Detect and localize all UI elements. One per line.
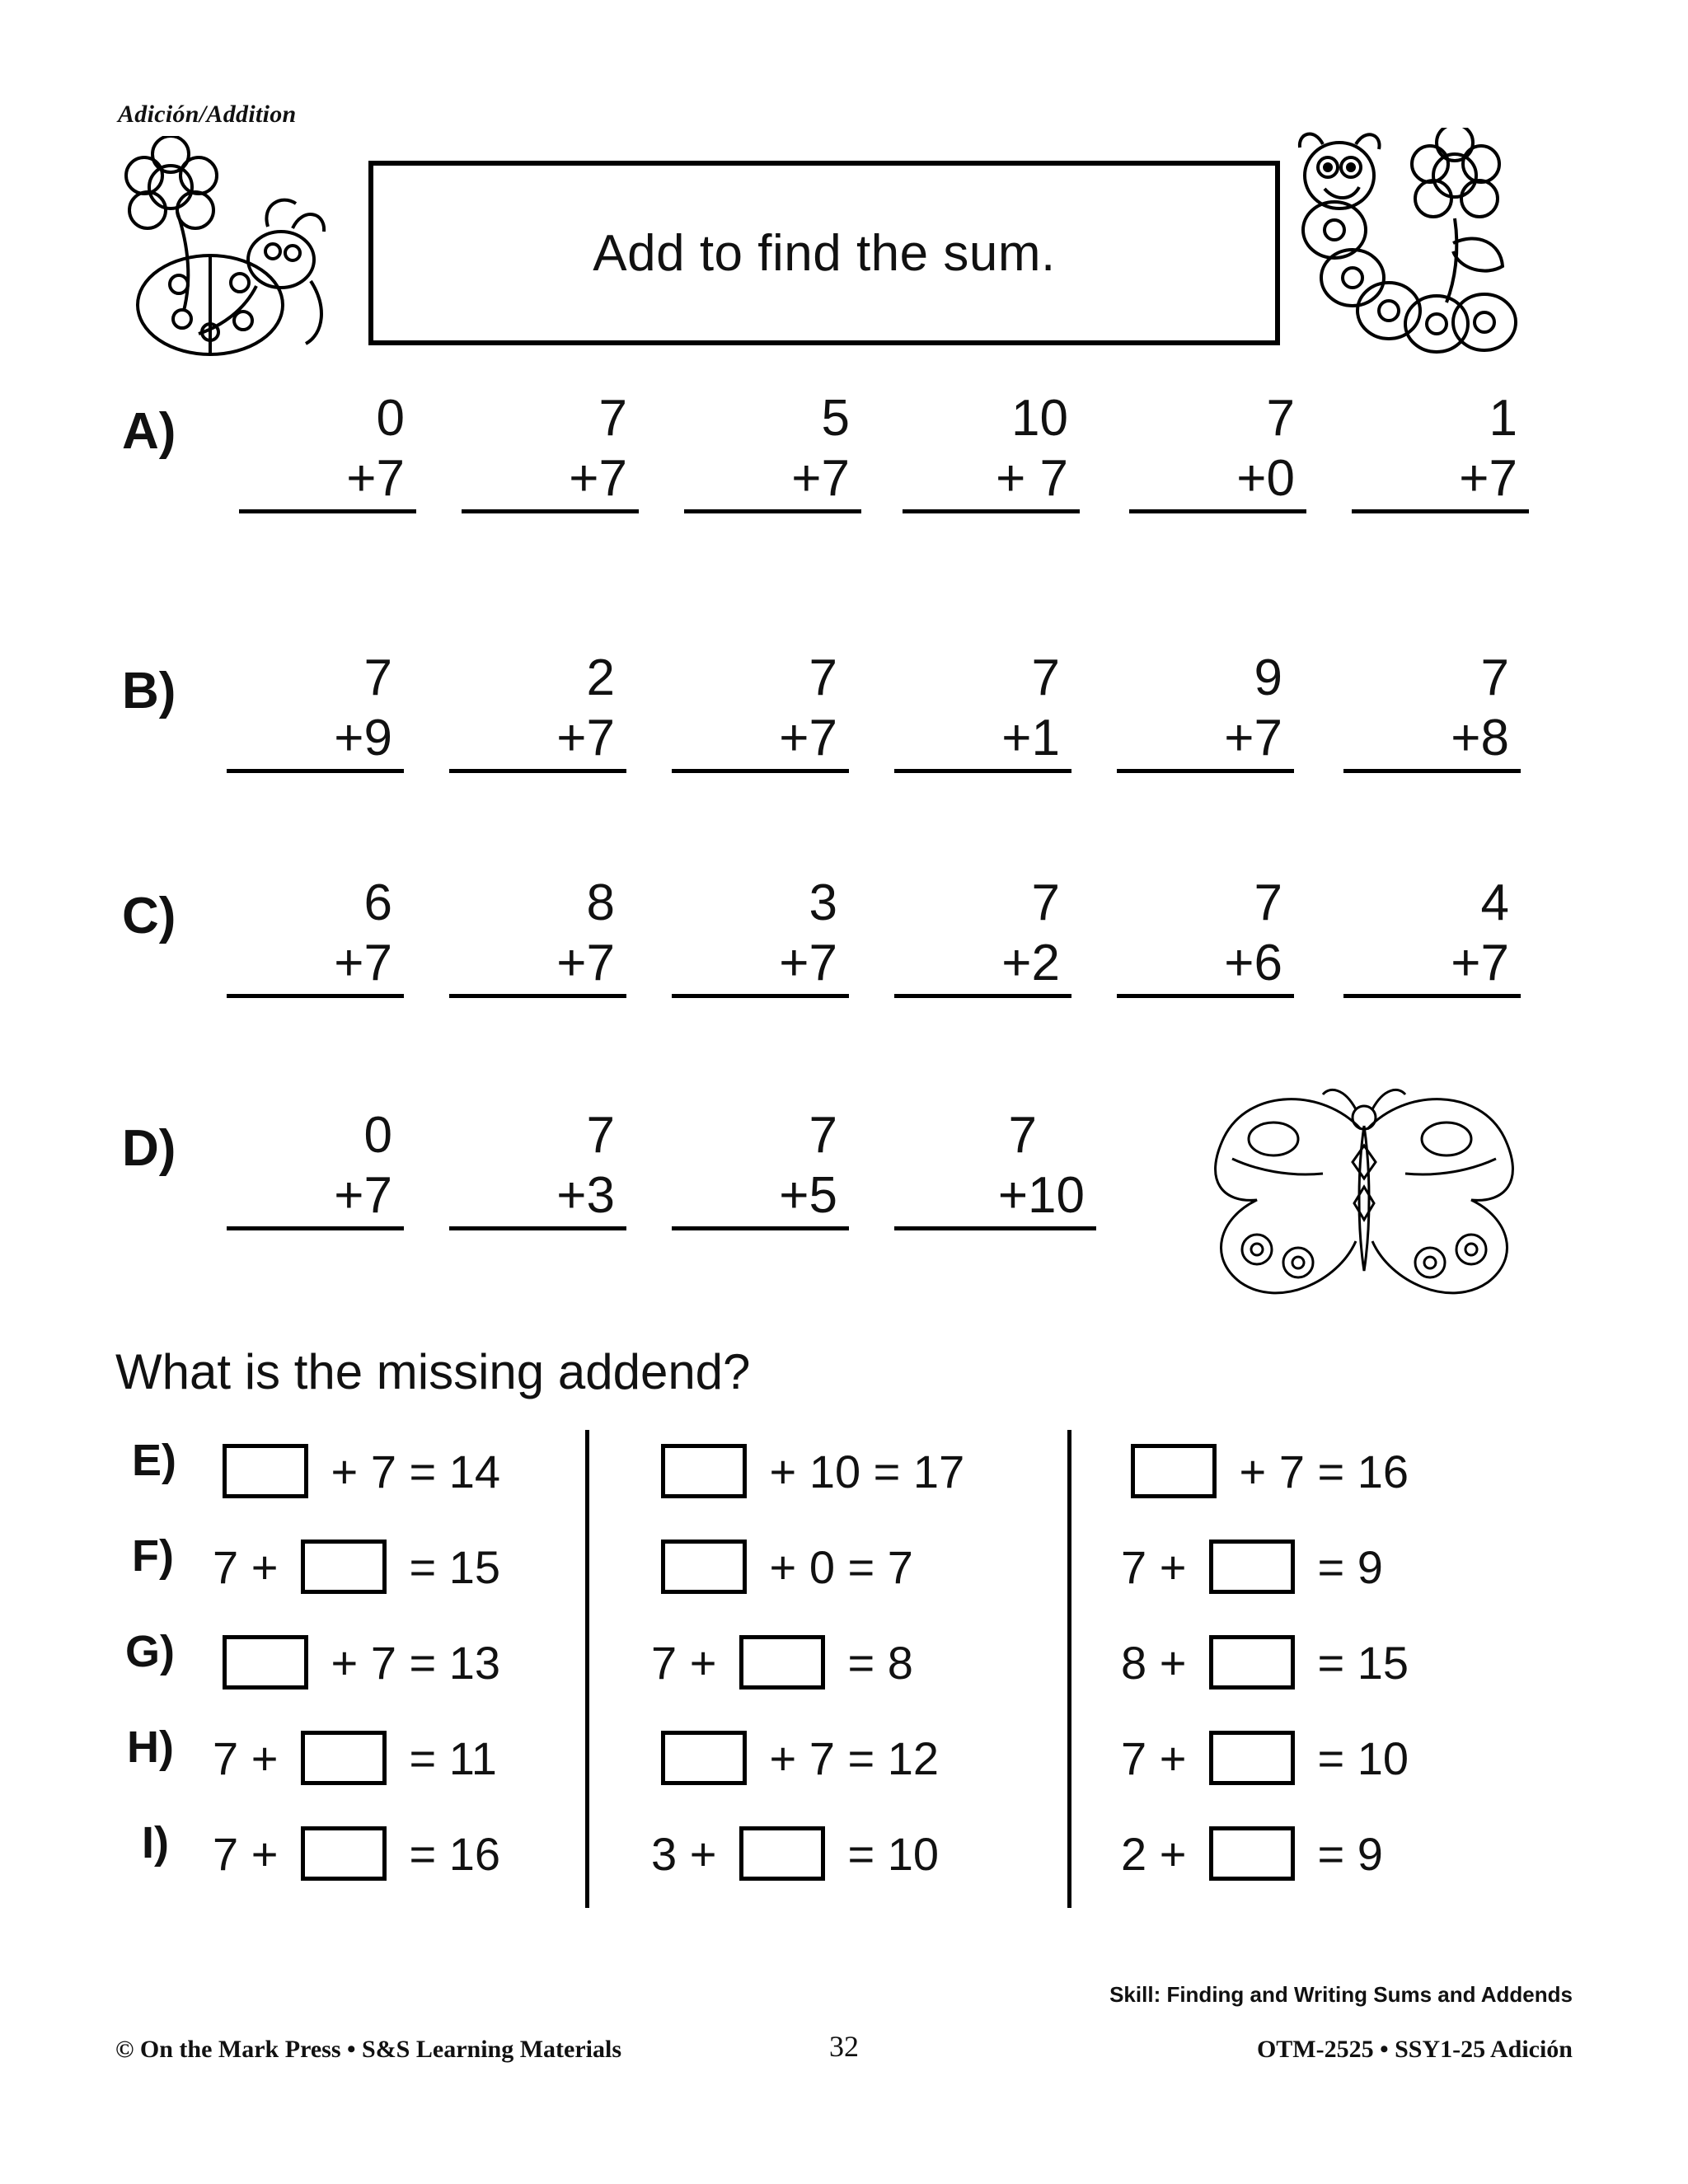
instruction-text: Add to find the sum. [593,224,1056,282]
equation-prefix: 7 + [651,1636,729,1689]
row-label-a: A) [122,403,176,460]
addend-top: 7 [1008,1107,1037,1164]
addend-bottom: +6 [1117,933,1294,998]
problem-b4 [894,649,1071,773]
addend-bottom: +10 [894,1165,1096,1230]
equation-prefix: 7 + [213,1732,291,1784]
addend-bottom: +8 [1343,708,1521,773]
caterpillar-flower-illustration [1290,128,1537,367]
problem-d1 [227,1106,404,1230]
equation-suffix: = 11 [396,1732,497,1784]
column-divider-1 [585,1430,589,1908]
addend-top: 7 [1266,390,1295,447]
problem-row-b [0,639,1688,787]
addend-top: 2 [586,649,615,706]
addend-top: 7 [1480,649,1509,706]
page-number: 32 [829,2030,859,2063]
addend-top: 8 [586,874,615,931]
answer-box[interactable] [739,1826,825,1881]
equation-suffix: = 10 [1304,1732,1409,1784]
equation-suffix: = 10 [834,1827,940,1880]
answer-box[interactable] [1209,1826,1295,1881]
addend-top: 6 [363,874,392,931]
problem-c3 [672,874,849,998]
problem-b2 [449,649,626,773]
equation-g2 [651,1621,913,1704]
problem-row-c [0,864,1688,1012]
equation-suffix: + 7 = 14 [318,1445,501,1497]
answer-box[interactable] [661,1444,747,1498]
equation-i2 [651,1812,939,1895]
answer-box[interactable] [739,1635,825,1690]
addend-bottom: +7 [449,933,626,998]
answer-box[interactable] [1209,1540,1295,1594]
problem-b3 [672,649,849,773]
addend-top: 9 [1254,649,1282,706]
equation-f1 [213,1526,500,1608]
addend-bottom: +2 [894,933,1071,998]
problem-a1 [239,389,416,513]
equation-suffix: = 15 [396,1540,501,1593]
addend-top: 7 [598,390,627,447]
addend-top: 7 [1031,649,1060,706]
answer-box[interactable] [661,1540,747,1594]
problem-a6 [1352,389,1529,513]
equation-i1 [213,1812,500,1895]
addend-top: 0 [363,1107,392,1164]
equation-prefix: 2 + [1121,1827,1199,1880]
answer-box[interactable] [301,1826,387,1881]
answer-box[interactable] [1209,1635,1295,1690]
problem-c6 [1343,874,1521,998]
footer-copyright: © On the Mark Press • S&S Learning Materials [115,2036,621,2063]
equation-f2 [651,1526,913,1608]
equation-suffix: = 9 [1304,1827,1383,1880]
addend-top: 7 [1254,874,1282,931]
equation-prefix: 7 + [1121,1732,1199,1784]
addend-bottom: +7 [684,448,861,513]
equation-e1 [213,1430,500,1512]
addend-bottom: + 7 [903,448,1080,513]
addend-top: 0 [376,390,405,447]
addend-top: 1 [1489,390,1517,447]
addend-bottom: +7 [462,448,639,513]
skill-note: Skill: Finding and Writing Sums and Addends [1109,1982,1573,2007]
footer-product-code: OTM-2525 • SSY1-25 Adición [1256,2036,1573,2063]
equation-suffix: = 15 [1304,1636,1409,1689]
equation-e3 [1121,1430,1409,1512]
problem-c2 [449,874,626,998]
instruction-banner [368,161,1280,345]
addend-bottom: +7 [1343,933,1521,998]
problem-c1 [227,874,404,998]
addend-top: 7 [1031,874,1060,931]
row-label-e: E) [132,1436,176,1485]
addend-top: 4 [1480,874,1509,931]
addend-top: 5 [821,390,850,447]
problem-a2 [462,389,639,513]
equation-g3 [1121,1621,1409,1704]
row-label-d: D) [122,1120,176,1177]
equation-g1 [213,1621,500,1704]
addend-top: 7 [363,649,392,706]
problem-row-a [0,379,1688,527]
addend-bottom: +5 [672,1165,849,1230]
addend-top: 7 [809,1107,837,1164]
row-label-c: C) [122,888,176,944]
addend-bottom: +7 [227,1165,404,1230]
addend-bottom: +7 [1352,448,1529,513]
page-kicker: Adición/Addition [118,101,297,128]
addend-top: 7 [809,649,837,706]
row-label-b: B) [122,663,176,719]
answer-box[interactable] [223,1444,308,1498]
addend-top: 3 [809,874,837,931]
butterfly-illustration [1199,1080,1529,1319]
addend-bottom: +7 [672,933,849,998]
equation-prefix: 7 + [1121,1540,1199,1593]
answer-box[interactable] [1131,1444,1217,1498]
equation-i3 [1121,1812,1383,1895]
addend-bottom: +3 [449,1165,626,1230]
equation-h2 [651,1717,939,1799]
problem-b6 [1343,649,1521,773]
equation-prefix: 8 + [1121,1636,1199,1689]
ladybug-flower-illustration [120,136,359,367]
equation-suffix: + 10 = 17 [757,1445,965,1497]
addend-bottom: +9 [227,708,404,773]
row-label-f: F) [132,1531,174,1581]
problem-c5 [1117,874,1294,998]
addend-bottom: +7 [672,708,849,773]
problem-a3 [684,389,861,513]
problem-b5 [1117,649,1294,773]
problem-d2 [449,1106,626,1230]
equation-e2 [651,1430,964,1512]
row-label-i: I) [142,1818,169,1868]
addend-bottom: +0 [1129,448,1306,513]
column-divider-2 [1067,1430,1071,1908]
problem-c4 [894,874,1071,998]
equation-f3 [1121,1526,1383,1608]
equation-h3 [1121,1717,1409,1799]
answer-box[interactable] [301,1540,387,1594]
addend-bottom: +7 [1117,708,1294,773]
problem-d3 [672,1106,849,1230]
equation-suffix: + 0 = 7 [757,1540,913,1593]
answer-box[interactable] [301,1731,387,1785]
equation-prefix: 7 + [213,1540,291,1593]
equation-suffix: + 7 = 16 [1226,1445,1409,1497]
addend-bottom: +7 [449,708,626,773]
missing-addend-question: What is the missing addend? [115,1344,751,1399]
answer-box[interactable] [223,1635,308,1690]
equation-suffix: = 16 [396,1827,501,1880]
addend-bottom: +7 [239,448,416,513]
answer-box[interactable] [1209,1731,1295,1785]
problem-b1 [227,649,404,773]
problem-a5 [1129,389,1306,513]
equation-prefix: 7 + [213,1827,291,1880]
equation-suffix: = 8 [834,1636,913,1689]
problem-d4 [894,1106,1096,1230]
row-label-g: G) [125,1627,175,1676]
missing-addend-grid [115,1430,1591,1924]
equation-suffix: + 7 = 13 [318,1636,501,1689]
equation-prefix: 3 + [651,1827,729,1880]
addend-top: 10 [1011,390,1068,447]
equation-suffix: = 9 [1304,1540,1383,1593]
problem-a4 [903,389,1080,513]
addend-bottom: +1 [894,708,1071,773]
answer-box[interactable] [661,1731,747,1785]
addend-bottom: +7 [227,933,404,998]
addend-top: 7 [586,1107,615,1164]
equation-suffix: + 7 = 12 [757,1732,940,1784]
equation-h1 [213,1717,497,1799]
row-label-h: H) [127,1722,174,1772]
